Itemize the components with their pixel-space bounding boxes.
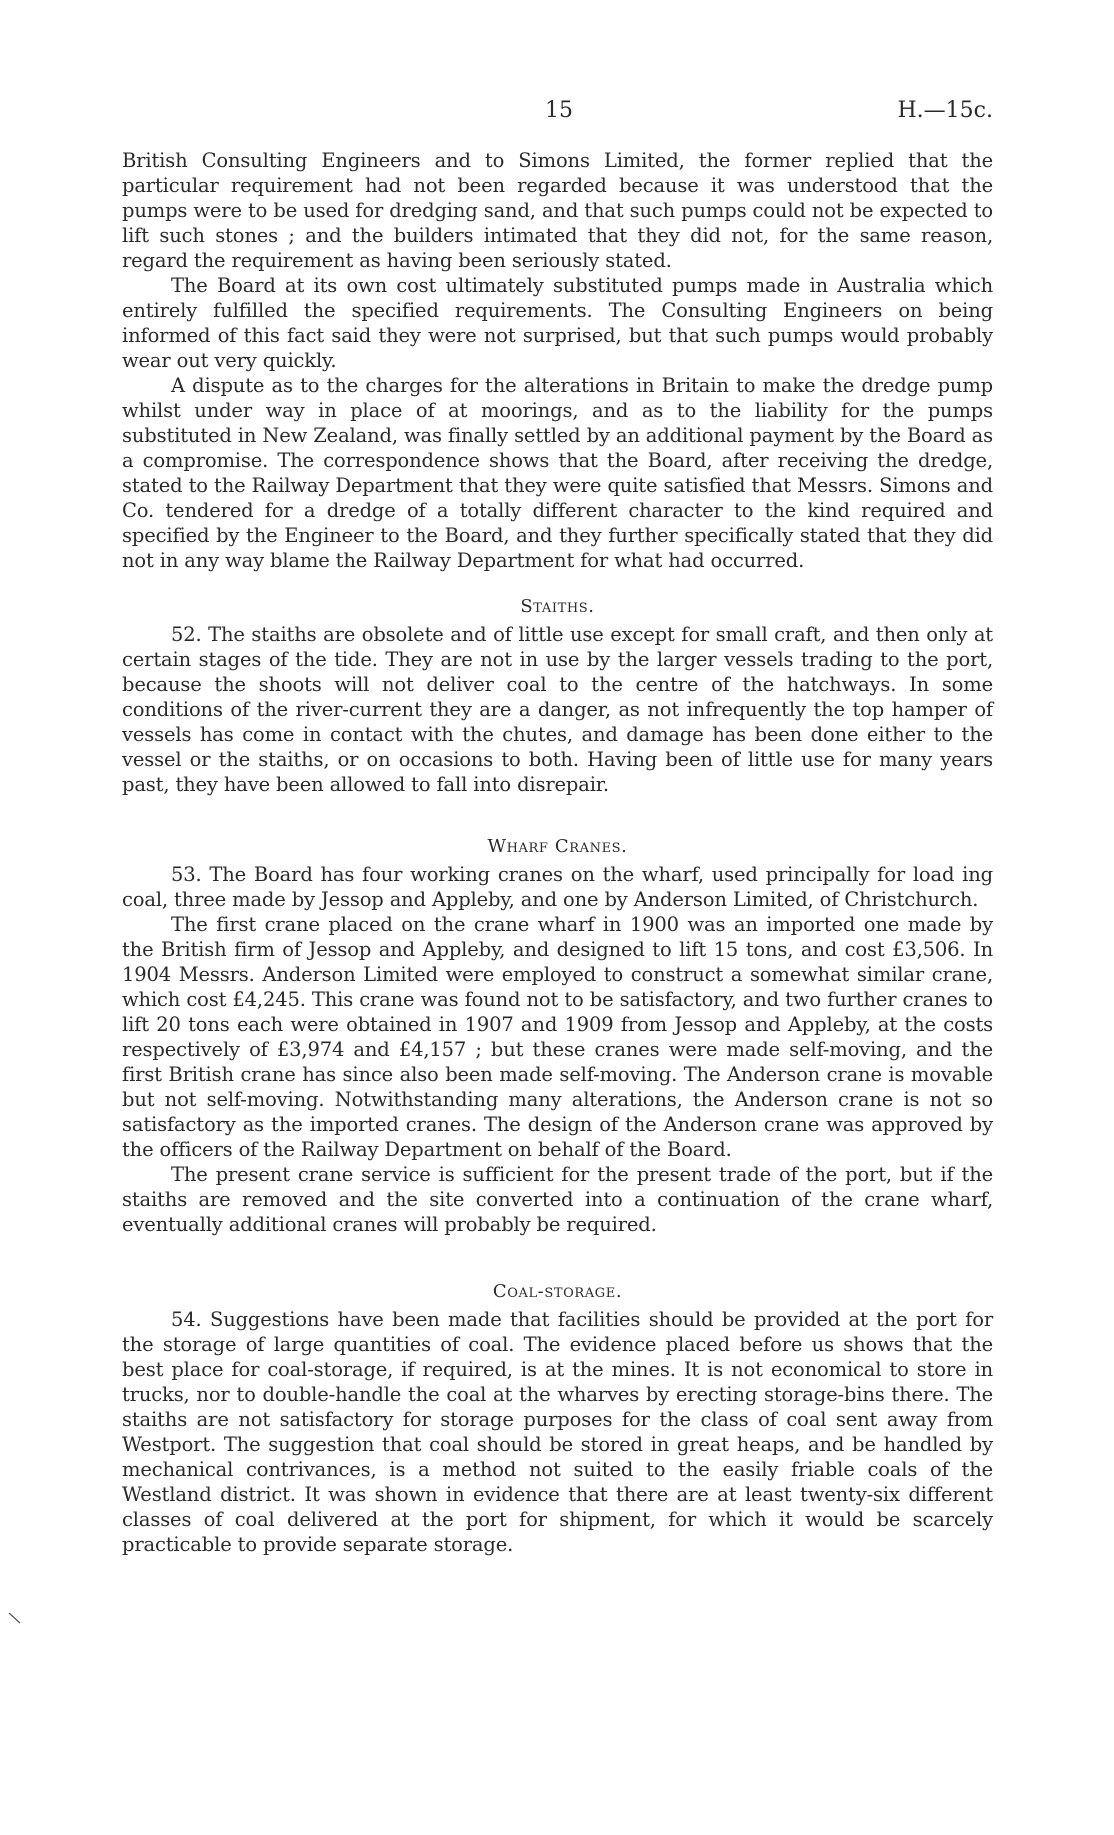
section-heading-wharf-cranes: Wharf Cranes. bbox=[487, 836, 628, 857]
document-reference: H.—15c. bbox=[897, 98, 993, 123]
paragraph: The Board at its own cost ultimately substituted pumps made in Australia which entirely fulfilled the specified requirements. The Consulting Engineers on being informed of this fact said they were not surprised, but that such pumps would probably wear out very quickly. bbox=[122, 274, 993, 372]
page-number: 15 bbox=[545, 98, 573, 123]
section-heading-staiths: Staiths. bbox=[520, 596, 595, 617]
paragraph: A dispute as to the charges for the alterations in Britain to make the dredge pump whilst under way in place of at moorings, and as to the liability for the pumps substituted in New Zealand, was finally settled by an additional payment by the Board as a compromise. The correspondence shows that the Board, after receiving the dredge, stated to the Railway Department that they were quite satisfied that Messrs. Simons and Co. tendered for a dredge of a totally different character to the kind required and specified by the Engineer to the Board, and they further specifically stated that they did not in any way blame the Railway Department for what had occurred. bbox=[122, 374, 993, 572]
paragraph: 54. Suggestions have been made that facilities should be provided at the port for the storage of large quantities of coal. The evidence placed before us shows that the best place for coal-storage, if required, is at the mines. It is not economical to store in trucks, nor to double-handle the coal at the wharves by erecting storage-bins there. The staiths are not satisfactory for storage purposes for the class of coal sent away from Westport. The suggestion that coal should be stored in great heaps, and be handled by mechanical contrivances, is a method not suited to the easily friable coals of the Westland district. It was shown in evidence that there are at least twenty-six different classes of coal delivered at the port for shipment, for which it would be scarcely practicable to provide separate storage. bbox=[122, 1308, 993, 1556]
margin-tick-mark bbox=[8, 1611, 22, 1625]
paragraph: The first crane placed on the crane wharf in 1900 was an imported one made by the British firm of Jessop and Appleby, and designed to lift 15 tons, and cost £3,506. In 1904 Messrs. Anderson Limited were employed to construct a somewhat similar crane, which cost £4,245. This crane was found not to be satisfactory, and two further cranes to lift 20 tons each were obtained in 1907 and 1909 from Jessop and Appleby, at the costs respectively of £3,974 and £4,157 ; but these cranes were made self-moving, and the first British crane has since also been made self-moving. The Anderson crane is movable but not self-moving. Notwithstanding many alterations, the Anderson crane is not so satisfactory as the imported cranes. The design of the Anderson crane was approved by the officers of the Railway Department on behalf of the Board. bbox=[122, 913, 993, 1161]
paragraph-continued: British Consulting Engineers and to Simons Limited, the former replied that the particular requirement had not been regarded because it was understood that the pumps were to be used for dredging sand, and that such pumps could not be expected to lift such stones ; and the builders intimated that they did not, for the same reason, regard the requirement as having been seriously stated. bbox=[122, 149, 993, 272]
section-heading-coal-storage: Coal-storage. bbox=[492, 1281, 623, 1302]
paragraph: 53. The Board has four working cranes on the wharf, used principally for load ing coal, three made by Jessop and Appleby, and one by Anderson Limited, of Christchurch. bbox=[122, 863, 993, 911]
body-text bbox=[122, 148, 993, 1557]
paragraph: 52. The staiths are obsolete and of little use except for small craft, and then only at certain stages of the tide. They are not in use by the larger vessels trading to the port, because the shoots will not deliver coal to the centre of the hatchways. In some conditions of the river-current they are a danger, as not infrequently the top hamper of vessels has come in contact with the chutes, and damage has been done either to the vessel or the staiths, or on occasions to both. Having been of little use for many years past, they have been allowed to fall into disrepair. bbox=[122, 623, 993, 796]
paragraph: The present crane service is sufficient for the present trade of the port, but if the staiths are removed and the site converted into a continuation of the crane wharf, eventually additional cranes will probably be required. bbox=[122, 1163, 993, 1236]
page-header bbox=[125, 98, 993, 128]
